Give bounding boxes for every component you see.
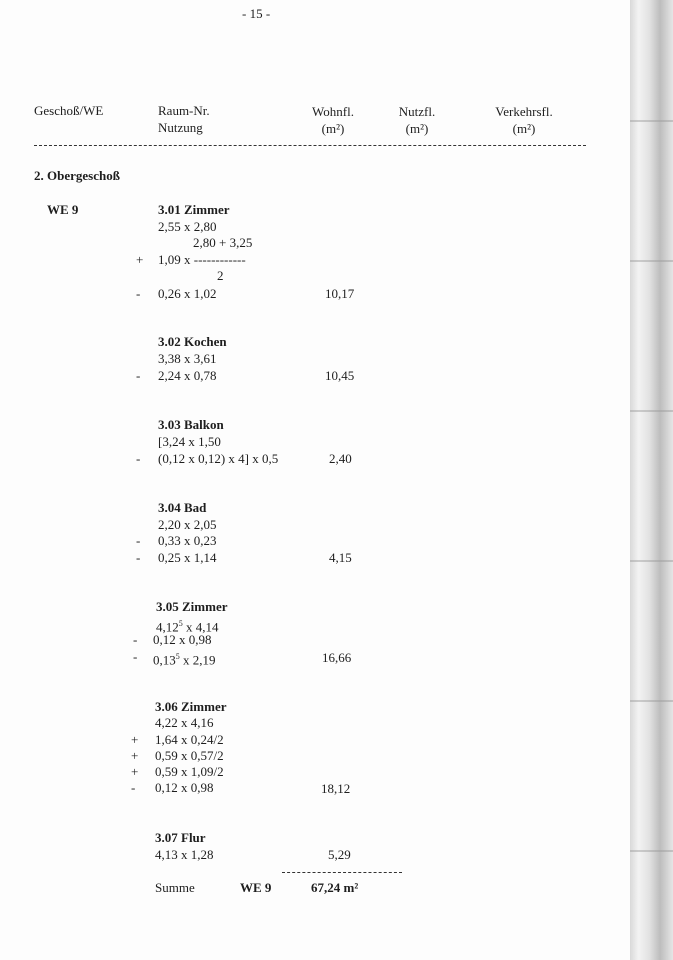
calc-line: 2: [217, 268, 224, 283]
header-geschoss: Geschoß/WE: [34, 103, 104, 118]
header-divider: [34, 145, 586, 146]
calc-sign: +: [131, 732, 139, 747]
calc-sign: +: [131, 748, 139, 763]
room-area: 10,17: [325, 286, 355, 301]
header-raum-nr: Raum-Nr.: [158, 103, 210, 118]
header-nutzung: Nutzung: [158, 120, 203, 135]
sum-divider: [282, 872, 402, 873]
header-wohnfl: Wohnfl.: [312, 104, 354, 119]
calc-line: 0,33 x 0,23: [158, 533, 217, 548]
summe-label: Summe: [155, 880, 195, 895]
header-wohnfl-unit: (m²): [321, 121, 345, 136]
page-edge-scan: [630, 0, 673, 960]
summe-unit: WE 9: [240, 880, 272, 895]
calc-line: 2,80 + 3,25: [193, 235, 253, 250]
room-title: 3.01 Zimmer: [158, 202, 230, 217]
page-number: - 15 -: [242, 6, 271, 21]
calc-sign: -: [133, 632, 138, 647]
room-title: 3.05 Zimmer: [156, 599, 228, 614]
calc-line: 2,20 x 2,05: [158, 517, 217, 532]
calc-line: (0,12 x 0,12) x 4] x 0,5: [158, 451, 279, 466]
calc-line: 4,13 x 1,28: [155, 847, 214, 862]
header-nutzfl: Nutzfl.: [398, 104, 436, 119]
calc-line: 4,22 x 4,16: [155, 715, 214, 730]
calc-line: 0,12 x 0,98: [155, 780, 214, 795]
calc-sign: -: [131, 780, 136, 795]
calc-line: 0,25 x 1,14: [158, 550, 217, 565]
room-title: 3.07 Flur: [155, 830, 206, 845]
unit-label: WE 9: [47, 202, 79, 217]
calc-sign: -: [136, 368, 141, 383]
calc-line: 0,26 x 1,02: [158, 286, 217, 301]
room-area: 10,45: [325, 368, 355, 383]
calc-line: 2,24 x 0,78: [158, 368, 217, 383]
room-title: 3.04 Bad: [158, 500, 207, 515]
calc-line: [3,24 x 1,50: [158, 434, 221, 449]
calc-sign: +: [131, 764, 139, 779]
calc-sign: -: [136, 286, 141, 301]
room-title: 3.02 Kochen: [158, 334, 227, 349]
summe-value: 67,24 m²: [311, 880, 359, 895]
room-area: 16,66: [322, 650, 352, 665]
calc-line: 3,38 x 3,61: [158, 351, 217, 366]
floor-heading: 2. Obergeschoß: [34, 168, 120, 183]
calc-line: 2,55 x 2,80: [158, 219, 217, 234]
room-title: 3.06 Zimmer: [155, 699, 227, 714]
calc-line: 0,59 x 0,57/2: [155, 748, 224, 763]
calc-line: 0,12 x 0,98: [153, 632, 212, 647]
room-area: 18,12: [321, 781, 351, 796]
calc-sign: -: [133, 649, 138, 664]
calc-sign: -: [136, 451, 141, 466]
calc-sign: -: [136, 533, 141, 548]
room-title: 3.03 Balkon: [158, 417, 224, 432]
calc-line: 0,59 x 1,09/2: [155, 764, 224, 779]
header-verkehrsfl: Verkehrsfl.: [495, 104, 553, 119]
calc-line: 1,64 x 0,24/2: [155, 732, 224, 747]
room-area: 5,29: [328, 847, 351, 862]
header-nutzfl-unit: (m²): [405, 121, 429, 136]
calc-line: 1,09 x ------------: [158, 252, 246, 267]
calc-line: 4,12$^5$ x 4,14: [156, 619, 219, 635]
header-verkehrsfl-unit: (m²): [512, 121, 536, 136]
calc-sign: -: [136, 550, 141, 565]
calc-sign: +: [136, 252, 144, 267]
room-area: 2,40: [329, 451, 352, 466]
calc-line: 0,13$^5$ x 2,19: [153, 652, 216, 668]
room-area: 4,15: [329, 550, 352, 565]
